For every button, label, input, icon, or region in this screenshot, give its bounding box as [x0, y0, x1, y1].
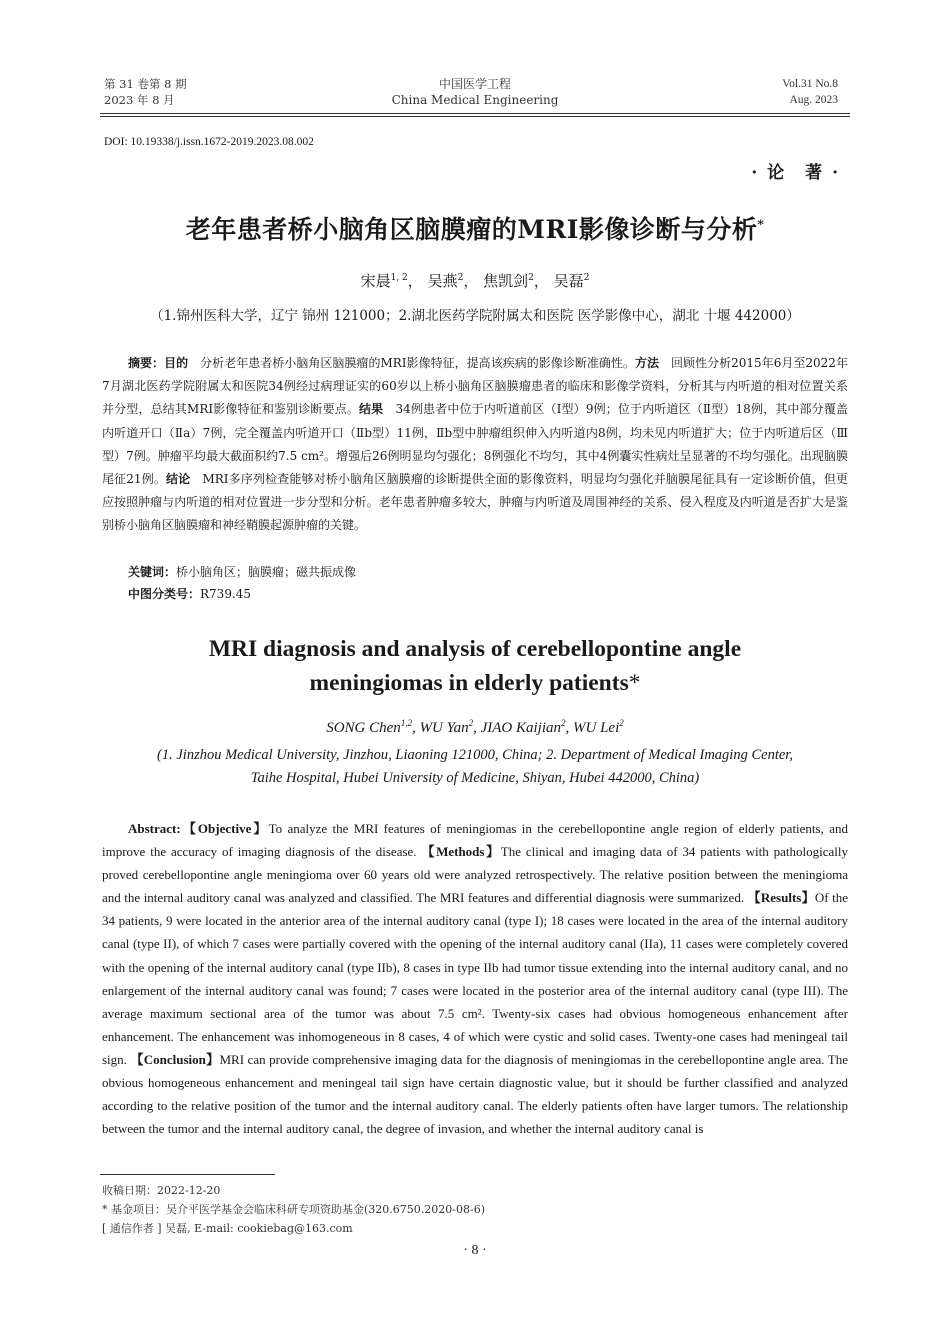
header-volume: 第 31 卷第 8 期: [104, 77, 187, 91]
keywords-label: 关键词：: [128, 565, 177, 579]
affiliation-en-line2: Taihe Hospital, Hubei University of Medicine, Shiyan, Hubei 442000, China): [250, 770, 700, 786]
results-label-en: 【Results】: [747, 890, 815, 906]
article-title-cn-text: 老年患者桥小脑角区脑膜瘤的MRI影像诊断与分析: [185, 215, 758, 244]
methods-label-cn: 方法: [634, 356, 659, 370]
header-divider-secondary: [100, 116, 850, 117]
footnote-fund: * 基金项目：吴介平医学基金会临床科研专项资助基金(320.6750.2020-08-6): [102, 1203, 485, 1216]
footnote-corresponding: [ 通信作者 ] 吴磊, E-mail: cookiebag@163.com: [102, 1222, 353, 1235]
author-en: WU Yan$^2$,: [419, 718, 481, 736]
header-divider: [100, 113, 850, 114]
author-en: SONG Chen$^{1,2}$,: [326, 718, 420, 736]
author-cn: 吴磊$^2$: [553, 272, 590, 290]
author-en: WU Lei$^2$: [573, 718, 624, 736]
article-title-cn: [0, 210, 950, 246]
abstract-en: [102, 817, 848, 1140]
article-title-en: [0, 632, 950, 700]
objective-label-cn: 目的: [164, 356, 189, 370]
header-vol-no: Vol.31 No.8: [782, 78, 838, 90]
author-cn: 焦凯剑$^2$，: [483, 272, 549, 290]
header-date-cn: 2023 年 8 月: [104, 93, 175, 107]
objective-label-en: 【Objective】: [180, 821, 269, 836]
keywords-text: 桥小脑角区；脑膜瘤；磁共振成像: [176, 565, 357, 579]
conclusion-text-cn: MRI多序列检查能够对桥小脑角区脑膜瘤的诊断提供全面的影像资料，明显均匀强化并脑膜尾征具有一定诊断价值，但更应按照肿瘤与内听道的相对位置进一步分型和分析。老年患者肿瘤多较大，肿瘤与内听道及周围神经的关系、侵入程度及内听道是否扩大是鉴别桥小脑角区脑膜瘤和神经鞘膜起源肿瘤的关键。: [102, 472, 848, 533]
footnote-divider: [100, 1174, 275, 1175]
section-tag: · 论 著 ·: [751, 163, 840, 183]
journal-name-en: China Medical Engineering: [391, 93, 559, 107]
journal-name-cn: 中国医学工程: [438, 77, 511, 91]
authors-cn: [0, 270, 950, 291]
abstract-cn-label: 摘要：: [128, 356, 165, 370]
article-title-en-line1: MRI diagnosis and analysis of cerebellopontine angle: [208, 636, 742, 662]
header-volume-en: [782, 76, 838, 108]
article-title-en-line2: meningiomas in elderly patients*: [309, 670, 641, 696]
affiliation-en: [0, 744, 950, 790]
objective-text-cn: 分析老年患者桥小脑角区脑膜瘤的MRI影像特征，提高该疾病的影像诊断准确性。: [188, 356, 635, 370]
author-cn: 宋晨$^{1, 2}$，: [360, 272, 423, 290]
methods-label-en: 【Methods】: [421, 844, 501, 860]
abstract-en-label: Abstract:: [128, 821, 181, 836]
footnote-received: 收稿日期：2022-12-20: [102, 1184, 221, 1197]
clc-text: R739.45: [200, 587, 252, 601]
page-number: · 8 ·: [463, 1243, 487, 1258]
results-text-cn: 34例患者中位于内听道前区（Ⅰ型）9例；位于内听道区（Ⅱ型）18例，其中部分覆盖内听道开口（Ⅱa）7例，完全覆盖内听道开口（Ⅱb型）11例，Ⅱb型中肿瘤组织伸入内听道内8例，均未见内听道扩大；位于内听道后区（Ⅲ型）7例。肿瘤平均最大截面积约7.5 cm²。增强后26例明显均匀强化；8例强化不均匀，其中4例囊实性病灶呈显著的不均匀强化。出现脑膜尾征21例。: [102, 402, 848, 487]
affiliation-en-line1: (1. Jinzhou Medical University, Jinzhou, Liaoning 121000, China; 2. Department of Medical Imaging Center,: [157, 747, 793, 763]
methods-text-en: The clinical and imaging data of 34 patients with pathologically proved cerebellopontine angle meningioma over 60 years old were analyzed retrospectively. The relative position between the meningioma and the internal auditory canal was analyzed and classified. The MRI features and differential diagnosis were summarized.: [102, 844, 848, 906]
keywords-cn: [128, 562, 848, 582]
clc-label: 中图分类号：: [128, 587, 201, 601]
clc-number: [128, 584, 848, 604]
methods-text-cn: 回顾性分析2015年6月至2022年7月湖北医药学院附属太和医院34例经过病理证实的60岁以上桥小脑角区脑膜瘤患者的临床和影像学资料，分析其与内听道的相对位置关系并分型，总结其MRI影像特征和鉴别诊断要点。: [102, 356, 848, 417]
authors-en: [0, 718, 950, 737]
doi[interactable]: DOI: 10.19338/j.issn.1672-2019.2023.08.002: [104, 136, 314, 148]
objective-text-en: To analyze the MRI features of meningiomas in the cerebellopontine angle region of elderly patients, and improve the accuracy of imaging diagnosis of the disease.: [102, 821, 848, 860]
conclusion-label-en: 【Conclusion】: [130, 1051, 220, 1067]
author-cn: 吴燕$^2$，: [427, 272, 479, 290]
abstract-cn: [102, 352, 848, 538]
conclusion-text-en: MRI can provide comprehensive imaging data for the diagnosis of meningiomas in the cerebellopontine angle area. The obvious homogeneous enhancement and meningeal tail sign have certain diagnostic value, but it should be further classified and analyzed according to the relative position of the tumor and the internal auditory canal. The elderly patients often have larger tumors. The relationship between the tumor and the internal auditory canal, the degree of invasion, and whether the internal auditory canal is: [102, 1051, 848, 1137]
affiliation-cn: （1.锦州医科大学，辽宁 锦州 121000；2.湖北医药学院附属太和医院 医学影像中心，湖北 十堰 442000）: [150, 308, 800, 324]
funding-mark: *: [757, 217, 765, 232]
header-date-en: Aug. 2023: [789, 94, 838, 106]
results-label-cn: 结果: [359, 402, 384, 417]
results-text-en: Of the 34 patients, 9 were located in the anterior area of the internal auditory canal (type I); 18 cases were located in the area of the internal auditory canal (type II), of which 7 cases were partially covered with the opening of the internal auditory canal (IIa), 11 cases were completely covered with the opening of the internal auditory canal (type IIb), 8 cases in type IIb had tumor tissue extending into the internal auditory canal, and no enlargement of the internal auditory canal was found; 7 cases were located in the posterior area of the internal auditory canal (type III). The average maximum sectional area of the tumor was about 7.5 cm². Twenty-six cases had obvious homogeneous enhancement after enhancement. The enhancement was inhomogeneous in 8 cases, 4 of which were cystic and solid cases. Twenty-one cases had meningeal tail sign.: [102, 890, 848, 1067]
author-en: JIAO Kaijian$^2$,: [480, 718, 574, 736]
conclusion-label-cn: 结论: [166, 472, 191, 487]
